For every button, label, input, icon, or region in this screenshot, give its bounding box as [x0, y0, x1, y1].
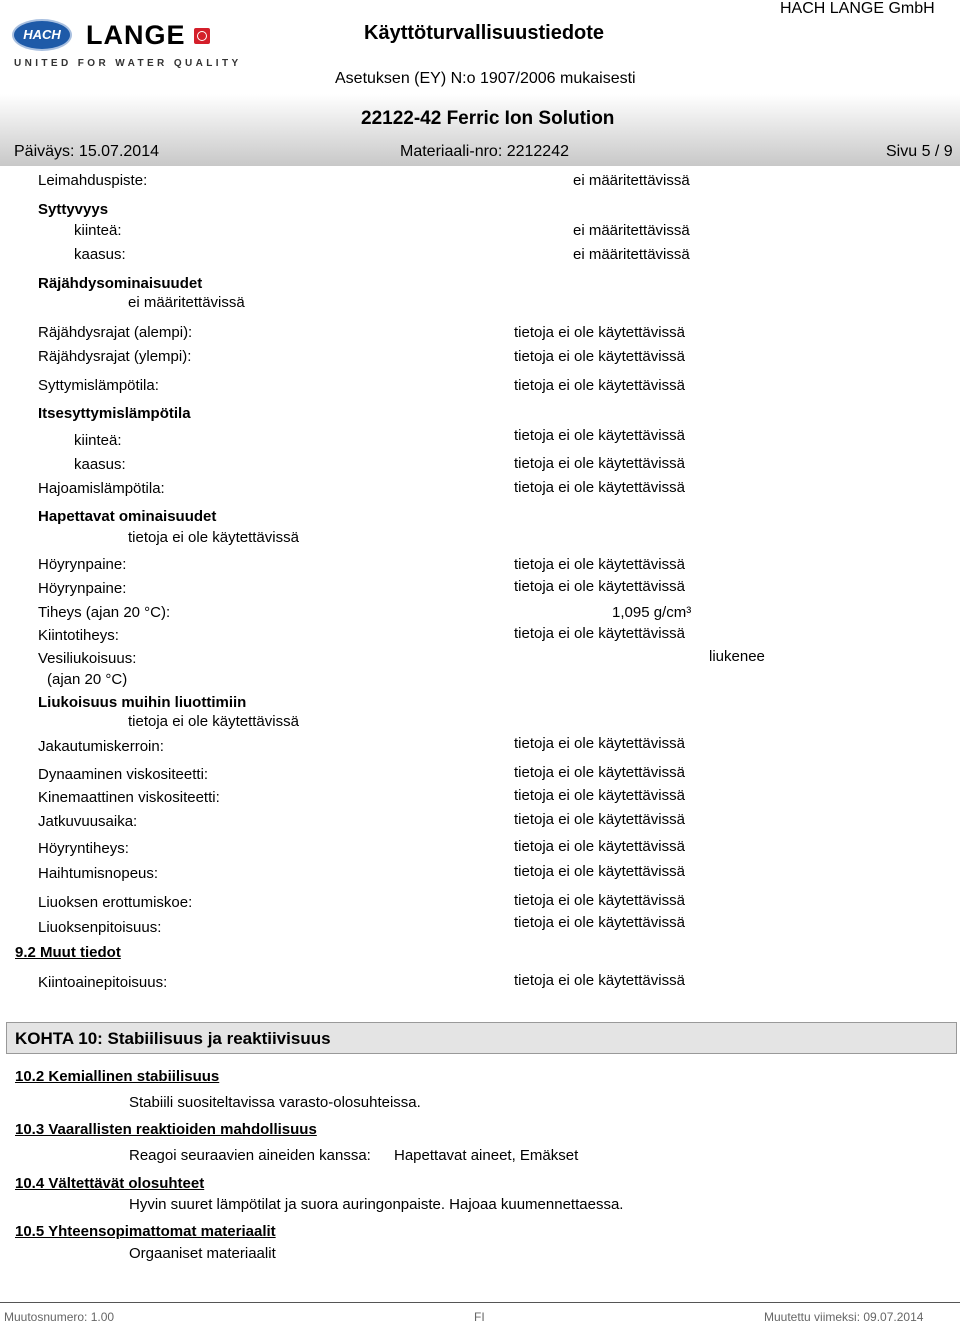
- reacts-with-value: Hapettavat aineet, Emäkset: [394, 1147, 579, 1164]
- section-10-header: [6, 1022, 957, 1054]
- reacts-with-label: Reagoi seuraavien aineiden kanssa:: [129, 1147, 371, 1164]
- autoignition-gas-value: tietoja ei ole käytettävissä: [514, 455, 685, 472]
- solvent-separation-label: Liuoksen erottumiskoe:: [38, 894, 193, 911]
- conditions-to-avoid-text: Hyvin suuret lämpötilat ja suora auringonpaiste. Hajoaa kuumennettaessa.: [129, 1196, 624, 1213]
- lange-mark-icon: [194, 28, 210, 44]
- flash-point-value: ei määritettävissä: [573, 172, 690, 189]
- tagline: UNITED FOR WATER QUALITY: [14, 58, 242, 69]
- product-name: 22122-42 Ferric Ion Solution: [361, 108, 615, 129]
- conditions-to-avoid-heading: 10.4 Vältettävät olosuhteet: [15, 1175, 205, 1192]
- partition-coefficient-value: tietoja ei ole käytettävissä: [514, 735, 685, 752]
- solids-content-value: tietoja ei ole käytettävissä: [514, 972, 685, 989]
- vapour-pressure-2-label: Höyrynpaine:: [38, 580, 127, 597]
- explosive-heading: Räjähdysominaisuudet: [38, 275, 203, 292]
- partition-coefficient-label: Jakautumiskerroin:: [38, 738, 164, 755]
- incompatible-materials-heading: 10.5 Yhteensopimattomat materiaalit: [15, 1223, 276, 1240]
- kinematic-viscosity-label: Kinemaattinen viskositeetti:: [38, 789, 220, 806]
- water-solubility-value: liukenee: [709, 648, 765, 665]
- bulk-density-label: Kiintotiheys:: [38, 627, 119, 644]
- solubility-other-heading: Liukoisuus muihin liuottimiin: [38, 694, 247, 711]
- flash-point-label: Leimahduspiste:: [38, 172, 148, 189]
- dynamic-viscosity-value: tietoja ei ole käytettävissä: [514, 764, 685, 781]
- document-title: Käyttöturvallisuustiedote: [364, 22, 605, 44]
- lower-explosion-limit-value: tietoja ei ole käytettävissä: [514, 324, 685, 341]
- flammability-gas-value: ei määritettävissä: [573, 246, 690, 263]
- solvent-separation-value: tietoja ei ole käytettävissä: [514, 892, 685, 909]
- evaporation-rate-value: tietoja ei ole käytettävissä: [514, 863, 685, 880]
- decomposition-temp-label: Hajoamislämpötila:: [38, 480, 165, 497]
- oxidizing-heading: Hapettavat ominaisuudet: [38, 508, 217, 525]
- kinematic-viscosity-value: tietoja ei ole käytettävissä: [514, 787, 685, 804]
- bulk-density-value: tietoja ei ole käytettävissä: [514, 625, 685, 642]
- regulation-text: Asetuksen (EY) N:o 1907/2006 mukaisesti: [335, 70, 636, 87]
- last-modified: Muutettu viimeksi: 09.07.2014: [764, 1310, 924, 1324]
- solvent-content-label: Liuoksenpitoisuus:: [38, 919, 162, 936]
- footer-divider: [0, 1302, 960, 1303]
- evaporation-rate-label: Haihtumisnopeus:: [38, 865, 159, 882]
- flow-time-value: tietoja ei ole käytettävissä: [514, 811, 685, 828]
- vapour-pressure-1-label: Höyrynpaine:: [38, 556, 127, 573]
- hach-logo: HACH: [12, 19, 72, 51]
- page-number: Sivu 5 / 9: [886, 143, 953, 160]
- water-solubility-temp: (ajan 20 °C): [47, 671, 128, 688]
- material-number: Materiaali-nro: 2212242: [400, 143, 569, 160]
- section-10-title: KOHTA 10: Stabiilisuus ja reaktiivisuus: [15, 1029, 331, 1048]
- vapour-pressure-2-value: tietoja ei ole käytettävissä: [514, 578, 685, 595]
- hazardous-reactions-heading: 10.3 Vaarallisten reaktioiden mahdollisuus: [15, 1121, 317, 1138]
- vapour-pressure-1-value: tietoja ei ole käytettävissä: [514, 556, 685, 573]
- flammability-heading: Syttyvyys: [38, 201, 109, 218]
- upper-explosion-limit-label: Räjähdysrajat (ylempi):: [38, 348, 192, 365]
- dynamic-viscosity-label: Dynaaminen viskositeetti:: [38, 766, 209, 783]
- flammability-solid-label: kiinteä:: [74, 222, 122, 239]
- incompatible-materials-text: Orgaaniset materiaalit: [129, 1245, 276, 1262]
- flow-time-label: Jatkuvuusaika:: [38, 813, 138, 830]
- stability-text: Stabiili suositeltavissa varasto-olosuhteissa.: [129, 1094, 421, 1111]
- oxidizing-value: tietoja ei ole käytettävissä: [128, 529, 299, 546]
- upper-explosion-limit-value: tietoja ei ole käytettävissä: [514, 348, 685, 365]
- flammability-gas-label: kaasus:: [74, 246, 126, 263]
- solubility-other-value: tietoja ei ole käytettävissä: [128, 713, 299, 730]
- autoignition-heading: Itsesyttymislämpötila: [38, 405, 191, 422]
- solids-content-label: Kiintoainepitoisuus:: [38, 974, 168, 991]
- lower-explosion-limit-label: Räjähdysrajat (alempi):: [38, 324, 193, 341]
- autoignition-solid-label: kiinteä:: [74, 432, 122, 449]
- water-solubility-label: Vesiliukoisuus:: [38, 650, 137, 667]
- company-name: HACH LANGE GmbH: [780, 0, 935, 17]
- flammability-solid-value: ei määritettävissä: [573, 222, 690, 239]
- language-code: FI: [474, 1310, 485, 1324]
- density-label: Tiheys (ajan 20 °C):: [38, 604, 171, 621]
- lange-logo: LANGE: [86, 20, 186, 50]
- revision-number: Muutosnumero: 1.00: [4, 1310, 115, 1324]
- density-value: 1,095 g/cm³: [612, 604, 692, 621]
- autoignition-gas-label: kaasus:: [74, 456, 126, 473]
- vapour-density-label: Höyryntiheys:: [38, 840, 129, 857]
- other-info-heading: 9.2 Muut tiedot: [15, 944, 121, 961]
- stability-heading: 10.2 Kemiallinen stabiilisuus: [15, 1068, 220, 1085]
- solvent-content-value: tietoja ei ole käytettävissä: [514, 914, 685, 931]
- autoignition-solid-value: tietoja ei ole käytettävissä: [514, 427, 685, 444]
- document-date: Päiväys: 15.07.2014: [14, 143, 159, 160]
- ignition-temp-label: Syttymislämpötila:: [38, 377, 159, 394]
- explosive-value: ei määritettävissä: [128, 294, 245, 311]
- decomposition-temp-value: tietoja ei ole käytettävissä: [514, 479, 685, 496]
- ignition-temp-value: tietoja ei ole käytettävissä: [514, 377, 685, 394]
- vapour-density-value: tietoja ei ole käytettävissä: [514, 838, 685, 855]
